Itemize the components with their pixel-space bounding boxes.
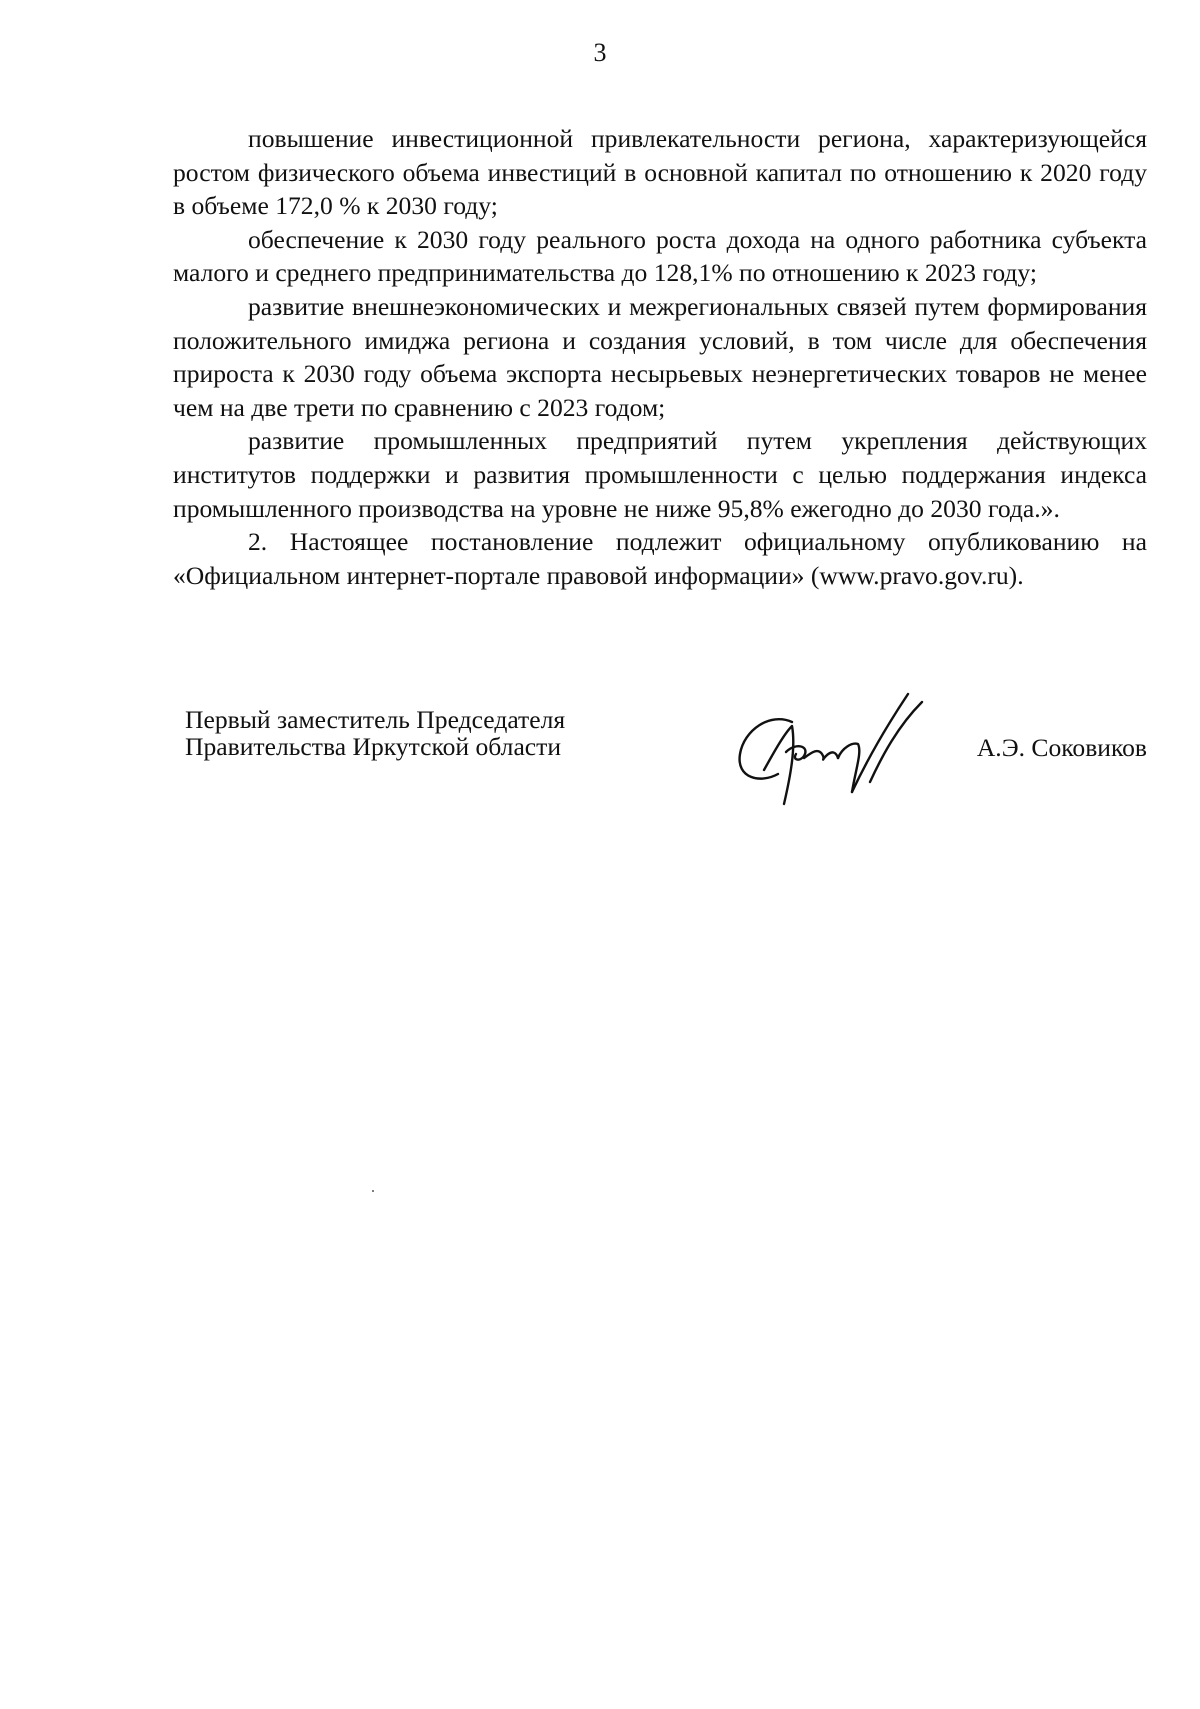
signature-block	[185, 706, 1147, 816]
paragraph-industry: развитие промышленных предприятий путем укрепления действующих институтов поддержки и развития промышленности с целью поддержания индекса промышленного производства на уровне не ниже 95,8% ежегодно до 2030 года.».	[173, 426, 1147, 523]
paragraph-export: развитие внешнеэкономических и межрегиональных связей путем формирования положительного имиджа региона и создания условий, в том числе для обеспечения прироста к 2030 году объема экспорта несырьевых неэнергетических товаров не менее чем на две трети по сравнению с 2023 годом;	[173, 291, 1147, 422]
paragraph-investment: повышение инвестиционной привлекательности региона, характеризующейся ростом физического объема инвестиций в основной капитал по отношению к 2020 году в объеме 172,0 % к 2030 году;	[173, 124, 1147, 221]
signer-position-line1: Первый заместитель Председателя	[185, 705, 566, 734]
page-number: 3	[593, 38, 607, 67]
signer-name: А.Э. Соковиков	[976, 733, 1147, 762]
handwritten-signature-icon	[730, 682, 940, 812]
paragraph-income: обеспечение к 2030 году реального роста дохода на одного работника субъекта малого и среднего предпринимательства до 128,1% по отношению к 2023 году;	[173, 224, 1147, 288]
paragraph-publication: 2. Настоящее постановление подлежит официальному опубликованию на «Официальном интернет-портале правовой информации» (www.pravo.gov.ru).	[173, 527, 1147, 590]
stray-dot	[372, 1190, 374, 1192]
signer-position	[185, 706, 565, 760]
document-body	[173, 122, 1147, 592]
signer-position-line2: Правительства Иркутской области	[185, 732, 562, 761]
